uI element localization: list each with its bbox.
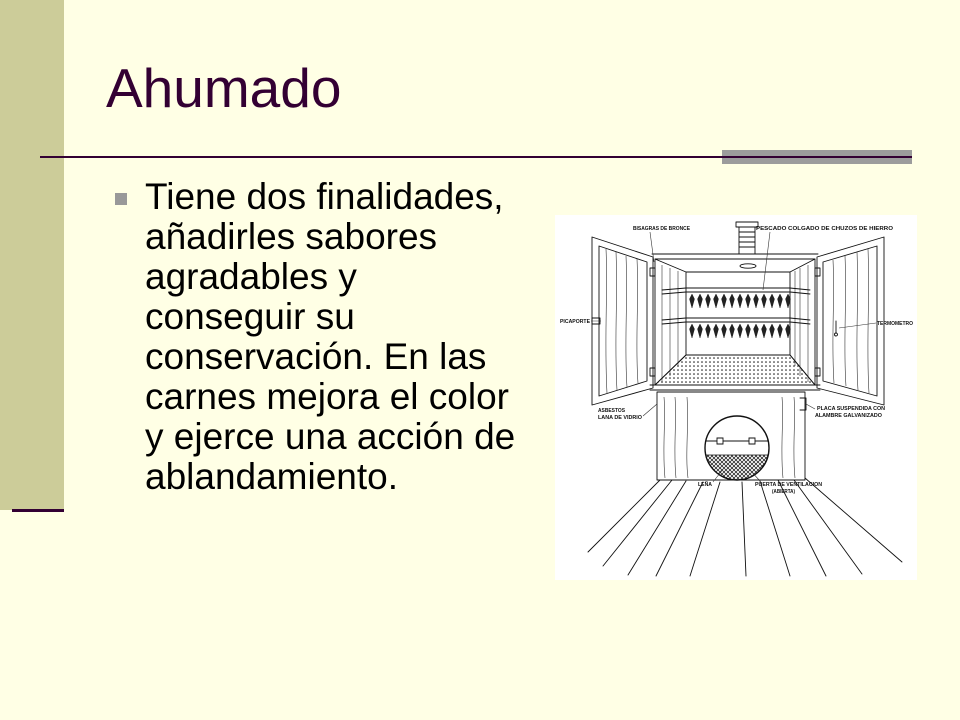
smoker-illustration [555,215,917,580]
label-insulation-line1: ASBESTOS [598,408,626,414]
label-thermometer: TERMOMETRO [877,321,914,327]
bullet-text: Tiene dos finalidades, añadirles sabores agradables y conseguir su conservación. En las carnes mejora el color y ejerce una acción de ablandamiento. [145,176,516,497]
label-insulation-line2: LANA DE VIDRIO [598,415,643,421]
label-vent-door-line2: (ABIERTA) [772,489,796,495]
figure-background [555,215,917,580]
sidebar-band [0,0,64,510]
label-latch: PICAPORTE [560,319,591,325]
label-hanging-fish: PESCADO COLGADO DE CHUZOS DE HIERRO [756,226,894,232]
sidebar-accent-line [12,509,64,512]
title-rule [40,156,912,158]
label-vent-door-line1: PUERTA DE VENTILACION [755,482,823,488]
label-plate-line1: PLACA SUSPENDIDA CON [817,406,886,412]
bullet-marker [115,193,127,205]
label-plate-line2: ALAMBRE GALVANIZADO [815,413,883,419]
label-hinges: BISAGRAS DE BRONCE [633,226,691,232]
label-firewood: LEÑA [698,482,713,488]
slide-title: Ahumado [106,57,342,119]
